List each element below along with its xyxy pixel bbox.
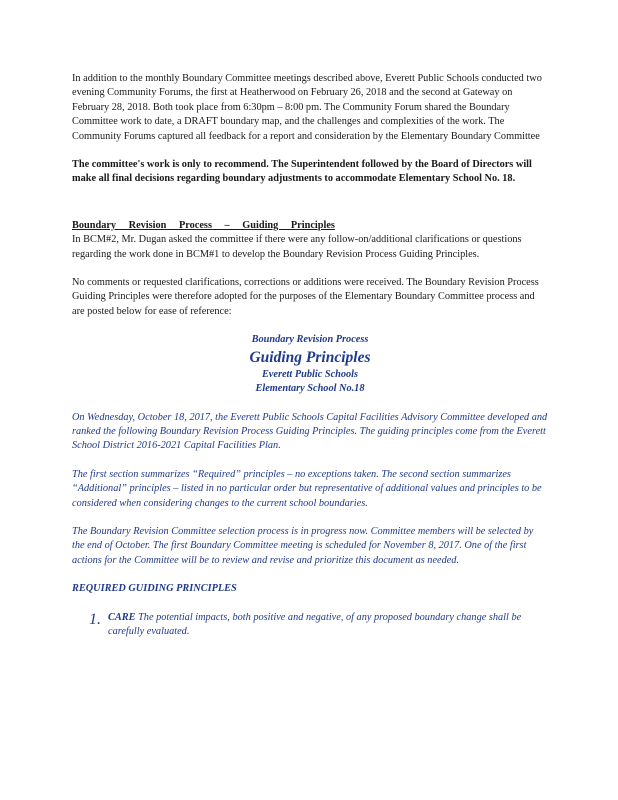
list-description: The potential impacts, both positive and negative, of any proposed boundary change shall be carefully evaluated. <box>108 611 522 637</box>
paragraph-adoption: No comments or requested clarifications, corrections or additions were received. The Boundary Revision Process Guiding Principles were therefore adopted for the purposes of the Elementary Boundary Committee process and are posted below for ease of reference: <box>72 277 539 317</box>
intro-paragraph: In addition to the monthly Boundary Committee meetings described above, Everett Public Schools conducted two evening Community Forums, the first at Heatherwood on February 26, 2018 and the second at Gateway on February 28, 2018. Both took place from 6:30pm – 8:00 pm. The Community Forum shared the Boundary Committee work to date, a DRAFT boundary map, and the challenges and complexities of the work. The Community Forums captured all feedback for a report and consideration by the Elementary Boundary Committee <box>72 73 542 142</box>
list-text <box>108 611 548 640</box>
list-item <box>72 611 548 640</box>
committee-note: The committee's work is only to recommend. The Superintendent followed by the Board of Directors will make all final decisions regarding boundary adjustments to accommodate Elementary School No. 18. <box>72 159 532 185</box>
list-number: 1. <box>89 610 101 628</box>
blue-paragraph-1: On Wednesday, October 18, 2017, the Everett Public Schools Capital Facilities Advisory Committee developed and ranked the following Boundary Revision Process Guiding Principles. The guiding principles come from the Everett School District 2016-2021 Capital Facilities Plan. <box>72 411 548 452</box>
document-page <box>72 72 548 639</box>
principles-doc-header <box>72 333 548 396</box>
required-heading: REQUIRED GUIDING PRINCIPLES <box>72 583 237 595</box>
header-line-guiding: Guiding Principles <box>249 348 371 366</box>
section-heading: Boundary Revision Process – Guiding Principles <box>72 219 335 231</box>
blue-paragraph-2: The first section summarizes “Required” principles – no exceptions taken. The second section summarizes “Additional” principles – listed in no particular order but representative of additional values and principles to be considered when considering changes to the current school boundaries. <box>72 468 542 509</box>
blue-paragraph-3: The Boundary Revision Committee selection process is in progress now. Committee members will be selected by the end of October. The first Boundary Committee meeting is scheduled for November 8, 2017. One of the first actions for the Committee will be to review and revise and prioritize this document as needed. <box>72 525 534 566</box>
header-line-school: Elementary School No.18 <box>255 383 365 395</box>
list-term: CARE <box>108 611 136 623</box>
paragraph-bcm2: In BCM#2, Mr. Dugan asked the committee if there were any follow-on/additional clarifications or questions regarding the work done in BCM#1 to develop the Boundary Revision Process Guiding Principles. <box>72 234 522 260</box>
header-line-district: Everett Public Schools <box>261 368 359 380</box>
header-line-process: Boundary Revision Process <box>251 334 369 346</box>
